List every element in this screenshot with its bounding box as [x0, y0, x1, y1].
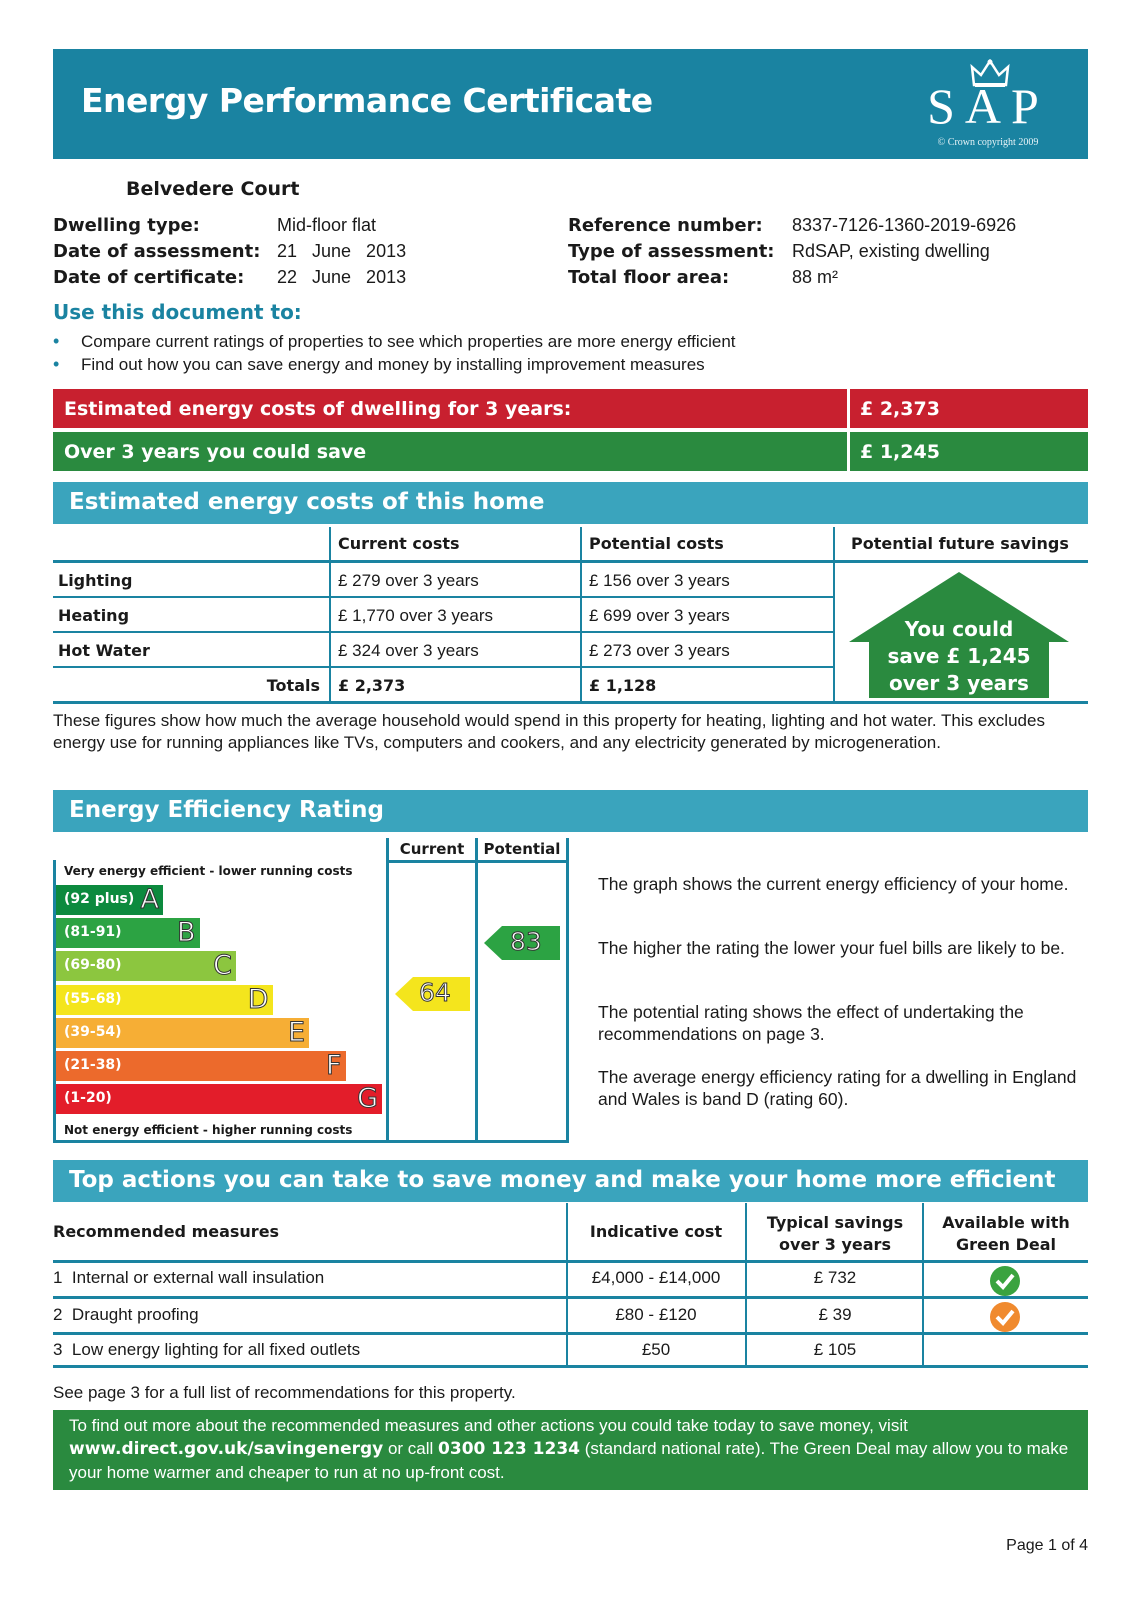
band-letter: B	[176, 917, 196, 949]
hot-water-potential: £ 273 over 3 years	[589, 641, 730, 660]
measure-3-cost: £50	[641, 1340, 671, 1359]
band-range: (21-38)	[64, 1057, 122, 1073]
more-info-box: To find out more about the recommended measures and other actions you could take today to save money, visit www.direct.gov.uk/savingenergy or call 0300 123 1234 (standard national rate). The Green Deal may allow you to make your home warmer and cheaper to run at no up-front cost.	[53, 1410, 1088, 1490]
property-address: Belvedere Court	[126, 178, 300, 200]
col-current-rating: Current	[399, 840, 465, 858]
rating-band-g	[55, 1084, 382, 1114]
sap-logo	[918, 59, 1058, 149]
band-range: (92 plus)	[64, 891, 135, 907]
current-rating-arrow	[395, 977, 470, 1011]
savings-value: £ 1,245	[847, 432, 1088, 471]
measure-2-cost: £80 - £120	[615, 1305, 697, 1324]
assessment-type-label: Type of assessment:	[568, 241, 775, 262]
row-label-heating: Heating	[58, 606, 130, 625]
chart-bottom-note: Not energy efficient - higher running costs	[64, 1123, 353, 1137]
reference-label: Reference number:	[568, 215, 763, 236]
use-document-title: Use this document to:	[53, 300, 302, 324]
potential-rating-value: 83	[510, 927, 542, 956]
dwelling-type-value: Mid-floor flat	[277, 215, 377, 235]
band-range: (81-91)	[64, 924, 122, 941]
certificate-date-value: 22 June 2013	[277, 267, 407, 287]
phone-number: 0300 123 1234	[438, 1439, 580, 1459]
costs-note: These figures show how much the average household would spend in this property for heating, lighting and hot water. This excludes energy use for running appliances like TVs, computers and cookers, and any electricity generated by microgeneration.	[53, 711, 1045, 752]
reference-value: 8337-7126-1360-2019-6926	[792, 215, 1017, 235]
heating-current: £ 1,770 over 3 years	[338, 606, 493, 625]
rating-band-f	[55, 1051, 346, 1081]
orange-tick-icon	[989, 1301, 1021, 1333]
measure-1-savings: £ 732	[813, 1268, 857, 1287]
green-tick-icon	[989, 1265, 1021, 1297]
measure-2-savings: £ 39	[818, 1305, 852, 1324]
col-indicative-cost: Indicative cost	[589, 1222, 723, 1241]
house-text-line1: You could	[904, 617, 1014, 641]
rating-band-b	[55, 918, 200, 948]
savings-house-graphic	[849, 572, 1069, 698]
efficiency-text-2: The higher the rating the lower your fuel bills are likely to be.	[598, 938, 1065, 958]
measure-row-3: 3 Low energy lighting for all fixed outlets	[53, 1340, 361, 1359]
heating-potential: £ 699 over 3 years	[589, 606, 730, 625]
logo-copyright: © Crown copyright 2009	[937, 137, 1039, 148]
band-range: (39-54)	[64, 1023, 122, 1040]
col-green-deal: Available with Green Deal	[942, 1213, 1070, 1254]
totals-potential: £ 1,128	[589, 676, 657, 695]
efficiency-text-3: The potential rating shows the effect of undertaking the recommendations on page 3.	[598, 1002, 1024, 1044]
estimated-cost-bar	[53, 389, 1088, 428]
page-title: Energy Performance Certificate	[81, 81, 653, 120]
measure-row-2: 2 Draught proofing	[53, 1305, 199, 1324]
assessment-date-label: Date of assessment:	[53, 241, 261, 262]
bullet-item: • Find out how you can save energy and money by installing improvement measures	[53, 354, 705, 374]
row-label-lighting: Lighting	[58, 571, 133, 590]
rating-band-d	[55, 985, 273, 1015]
estimated-cost-value: £ 2,373	[847, 389, 1088, 428]
efficiency-section-title: Energy Efficiency Rating	[53, 790, 1088, 832]
efficiency-text-4: The average energy efficiency rating for a dwelling in England and Wales is band D (rating 60).	[598, 1067, 1077, 1109]
potential-rating-arrow	[484, 926, 560, 960]
see-page-note: See page 3 for a full list of recommendations for this property.	[53, 1383, 516, 1402]
page-number: Page 1 of 4	[1006, 1537, 1088, 1554]
rating-band-c	[55, 951, 236, 981]
house-text-line2: save £ 1,245	[887, 644, 1031, 668]
efficiency-text-1: The graph shows the current energy efficiency of your home.	[598, 874, 1069, 894]
savings-bar	[53, 432, 1088, 471]
rating-band-a	[55, 885, 163, 915]
dwelling-type-label: Dwelling type:	[53, 215, 200, 236]
band-letter: E	[287, 1016, 305, 1048]
band-letter: C	[213, 950, 232, 982]
lighting-potential: £ 156 over 3 years	[589, 571, 730, 590]
col-recommended-measures: Recommended measures	[53, 1222, 280, 1241]
row-label-hot-water: Hot Water	[58, 641, 150, 660]
house-text-line3: over 3 years	[889, 671, 1029, 695]
col-typical-savings: Typical savings over 3 years	[766, 1213, 904, 1254]
band-letter: D	[247, 983, 269, 1015]
savings-label: Over 3 years you could save	[64, 441, 367, 463]
costs-section-title: Estimated energy costs of this home	[53, 482, 1088, 524]
band-range: (69-80)	[64, 957, 122, 974]
col-potential-rating: Potential	[483, 840, 561, 858]
savingenergy-link[interactable]: www.direct.gov.uk/savingenergy	[69, 1439, 384, 1459]
measure-3-savings: £ 105	[813, 1340, 857, 1359]
bullet-item: • Compare current ratings of properties to see which properties are more energy efficient	[53, 331, 736, 351]
rating-band-e	[55, 1018, 309, 1048]
header-banner	[53, 49, 1088, 159]
band-range: (55-68)	[64, 990, 122, 1007]
estimated-cost-label: Estimated energy costs of dwelling for 3 years:	[64, 398, 572, 420]
lighting-current: £ 279 over 3 years	[338, 571, 479, 590]
band-range: (1-20)	[64, 1090, 112, 1107]
totals-label: Totals	[266, 676, 320, 695]
actions-section-title: Top actions you can take to save money and make your home more efficient	[53, 1160, 1088, 1202]
certificate-date-label: Date of certificate:	[53, 267, 245, 288]
totals-current: £ 2,373	[338, 676, 406, 695]
floor-area-label: Total floor area:	[568, 267, 730, 288]
chart-top-note: Very energy efficient - lower running costs	[64, 864, 353, 878]
band-letter: G	[357, 1083, 378, 1115]
measure-1-cost: £4,000 - £14,000	[591, 1268, 721, 1287]
col-current-costs: Current costs	[338, 534, 460, 553]
col-future-savings: Potential future savings	[851, 534, 1069, 553]
assessment-date-value: 21 June 2013	[277, 241, 407, 261]
current-rating-value: 64	[419, 978, 451, 1007]
floor-area-value: 88 m²	[792, 267, 839, 287]
band-letter: A	[140, 884, 159, 915]
band-letter: F	[325, 1050, 342, 1081]
measure-row-1: 1 Internal or external wall insulation	[53, 1268, 325, 1287]
col-potential-costs: Potential costs	[589, 534, 724, 553]
assessment-type-value: RdSAP, existing dwelling	[792, 241, 990, 261]
hot-water-current: £ 324 over 3 years	[338, 641, 479, 660]
sap-logo-text: SAP	[927, 78, 1049, 134]
